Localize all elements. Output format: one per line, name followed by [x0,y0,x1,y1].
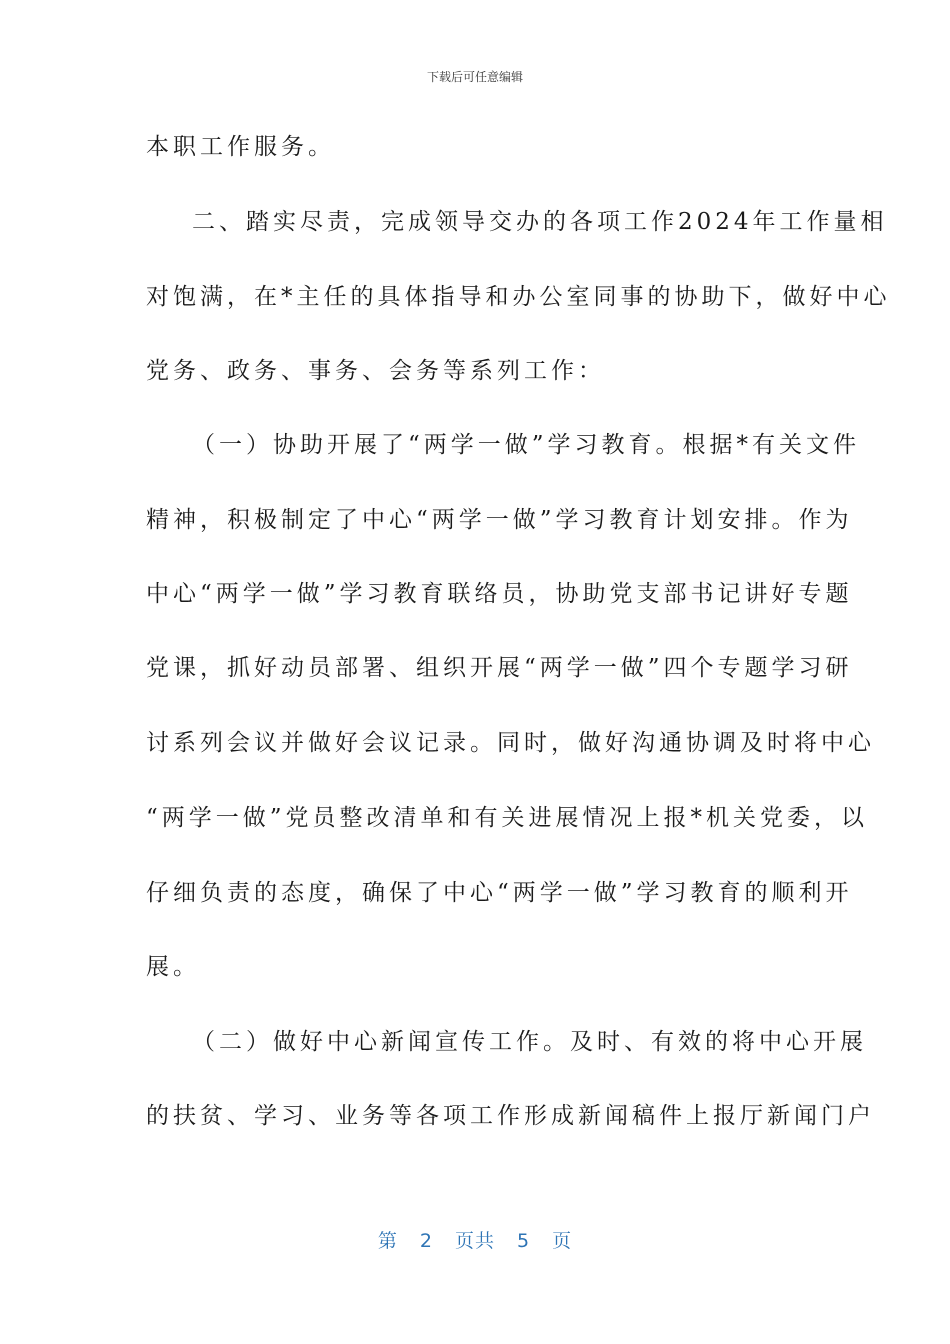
current-page-number: 2 [419,1230,433,1252]
footer-middle: 页共 [454,1230,495,1252]
page-footer [0,1226,950,1253]
body-line: （二）做好中心新闻宣传工作。及时、有效的将中心开展 [192,1029,867,1055]
body-line: 的扶贫、学习、业务等各项工作形成新闻稿件上报厅新闻门户 [146,1103,875,1129]
header-note: 下载后可任意编辑 [426,70,523,84]
body-line: 展。 [146,954,200,980]
total-page-count: 5 [517,1230,531,1252]
body-line: 党课，抓好动员部署、组织开展“两学一做”四个专题学习研 [146,655,853,681]
body-line: （一）协助开展了“两学一做”学习教育。根据*有关文件 [192,432,861,458]
body-line: “两学一做”党员整改清单和有关进展情况上报*机关党委，以 [146,805,869,831]
body-line: 精神，积极制定了中心“两学一做”学习教育计划安排。作为 [146,507,853,533]
body-line: 本职工作服务。 [146,134,335,160]
body-line: 二、踏实尽责，完成领导交办的各项工作2024年工作量相 [192,209,888,235]
body-line: 党务、政务、事务、会务等系列工作： [146,358,605,384]
footer-prefix: 第 [377,1230,398,1252]
body-line: 对饱满，在*主任的具体指导和办公室同事的协助下，做好中心 [146,284,891,310]
body-line: 讨系列会议并做好会议记录。同时，做好沟通协调及时将中心 [146,730,875,756]
footer-suffix: 页 [552,1230,573,1252]
body-line: 中心“两学一做”学习教育联络员，协助党支部书记讲好专题 [146,581,853,607]
body-line: 仔细负责的态度，确保了中心“两学一做”学习教育的顺利开 [146,880,853,906]
